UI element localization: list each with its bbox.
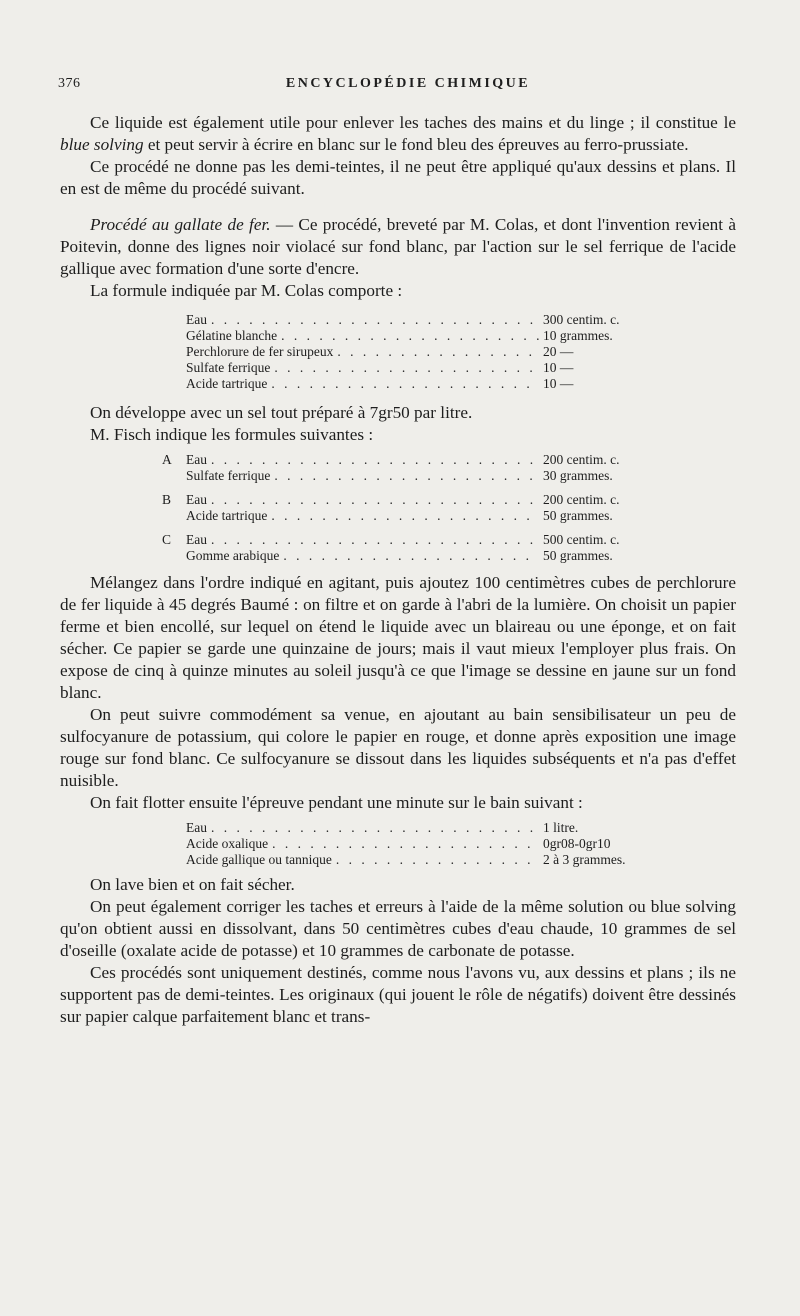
recipe-row: Acide tartrique . . . 50 grammes. [186,508,641,524]
page-number: 376 [58,76,81,91]
page-header [58,76,758,100]
recipe-group [162,492,641,524]
recipe-row: Sulfate ferrique . . . 10 — [186,360,641,376]
recipe-row: Perchlorure de fer sirupeux . . . 20 — [186,344,641,360]
group-letter: B [162,492,172,507]
paragraph: On fait flotter ensuite l'épreuve pendant une minute sur le bain suivant : [90,793,583,812]
group-letter: C [162,532,172,547]
recipe-row: Gomme arabique . . . 50 grammes. [186,548,641,564]
paragraph: On peut également corriger les taches et erreurs à l'aide de la même solution ou blue solving qu'on obtient aussi en dissolvant, dans 50 centimètres cubes d'eau chaude, 10 grammes de sel d'oseille (oxalate acide de potasse) et 10 grammes de carbonate de potasse. [60,897,736,960]
recipe-row: Eau . . . 300 centim. c. [186,312,641,328]
section-title: Procédé au gallate de fer. [90,215,271,234]
paragraph: Mélangez dans l'ordre indiqué en agitant, puis ajoutez 100 centimètres cubes de perchlorure de fer liquide à 45 degrés Baumé : on filtre et on garde à l'abri de la lumière. On choisit un papier ferme et bien encollé, sur lequel on étend le liquide avec un blaireau ou une éponge, et on fait sécher. Ce papier se garde une quinzaine de jours; mais il vaut mieux l'employer plus frais. On expose de cinq à quinze minutes au soleil jusqu'à ce que l'image se dessine en jaune sur un fond blanc. [60,573,736,702]
recipe-row: Eau . . . 500 centim. c. [186,532,641,548]
recipe-row: Gélatine blanche . . . 10 grammes. [186,328,641,344]
group-letter: A [162,452,172,467]
paragraph: On peut suivre commodément sa venue, en ajoutant au bain sensibilisateur un peu de sulfocyanure de potassium, qui colore le papier en rouge, et donne après exposition une image rouge sur fond blanc. Ce sulfocyanure se dissout dans les liquides subséquents et n'a pas d'effet nuisible. [60,705,736,790]
recipe-fisch [162,452,641,564]
recipe-row: Eau . . . 200 centim. c. [186,492,641,508]
paragraph: Ce procédé ne donne pas les demi-teintes, il ne peut être appliqué qu'aux dessins et plans. Il en est de même du procédé suivant. [60,157,736,198]
paragraph: M. Fisch indique les formules suivantes : [90,425,374,444]
paragraph: Ce liquide est également utile pour enlever les taches des mains et du linge ; il constitue le blue solving et peut servir à écrire en blanc sur le fond bleu des épreuves au ferro-prussiate. [60,113,736,154]
recipe-row: Eau . . . 200 centim. c. [186,452,641,468]
recipe-row: Acide gallique ou tannique . . . 2 à 3 grammes. [186,852,641,868]
paragraph: Ces procédés sont uniquement destinés, comme nous l'avons vu, aux dessins et plans ; ils ne supportent pas de demi-teintes. Les originaux (qui jouent le rôle de négatifs) doivent être dessinés sur papier calque parfaitement blanc et trans- [60,963,736,1026]
paragraph: On développe avec un sel tout préparé à 7gr50 par litre. [90,403,473,422]
running-title: ENCYCLOPÉDIE CHIMIQUE [285,76,531,91]
paragraph: La formule indiquée par M. Colas comporte : [90,281,403,300]
page-body [60,112,736,1028]
recipe-group [162,452,641,484]
recipe-row: Sulfate ferrique . . . 30 grammes. [186,468,641,484]
recipe-row: Acide tartrique . . . 10 — [186,376,641,392]
recipe-row: Eau . . . 1 litre. [186,820,641,836]
recipe-colas [186,312,641,392]
recipe-row: Acide oxalique . . . 0gr08-0gr10 [186,836,641,852]
emphasis: blue solving [60,135,144,154]
paragraph: On lave bien et on fait sécher. [90,875,295,894]
recipe-bath [186,820,641,868]
paragraph: Procédé au gallate de fer. — Ce procédé, breveté par M. Colas, et dont l'invention revient à Poitevin, donne des lignes noir violacé sur fond blanc, par l'action sur le sel ferrique de l'acide gallique avec formation d'une sorte d'encre. [60,215,736,278]
recipe-group [162,532,641,564]
